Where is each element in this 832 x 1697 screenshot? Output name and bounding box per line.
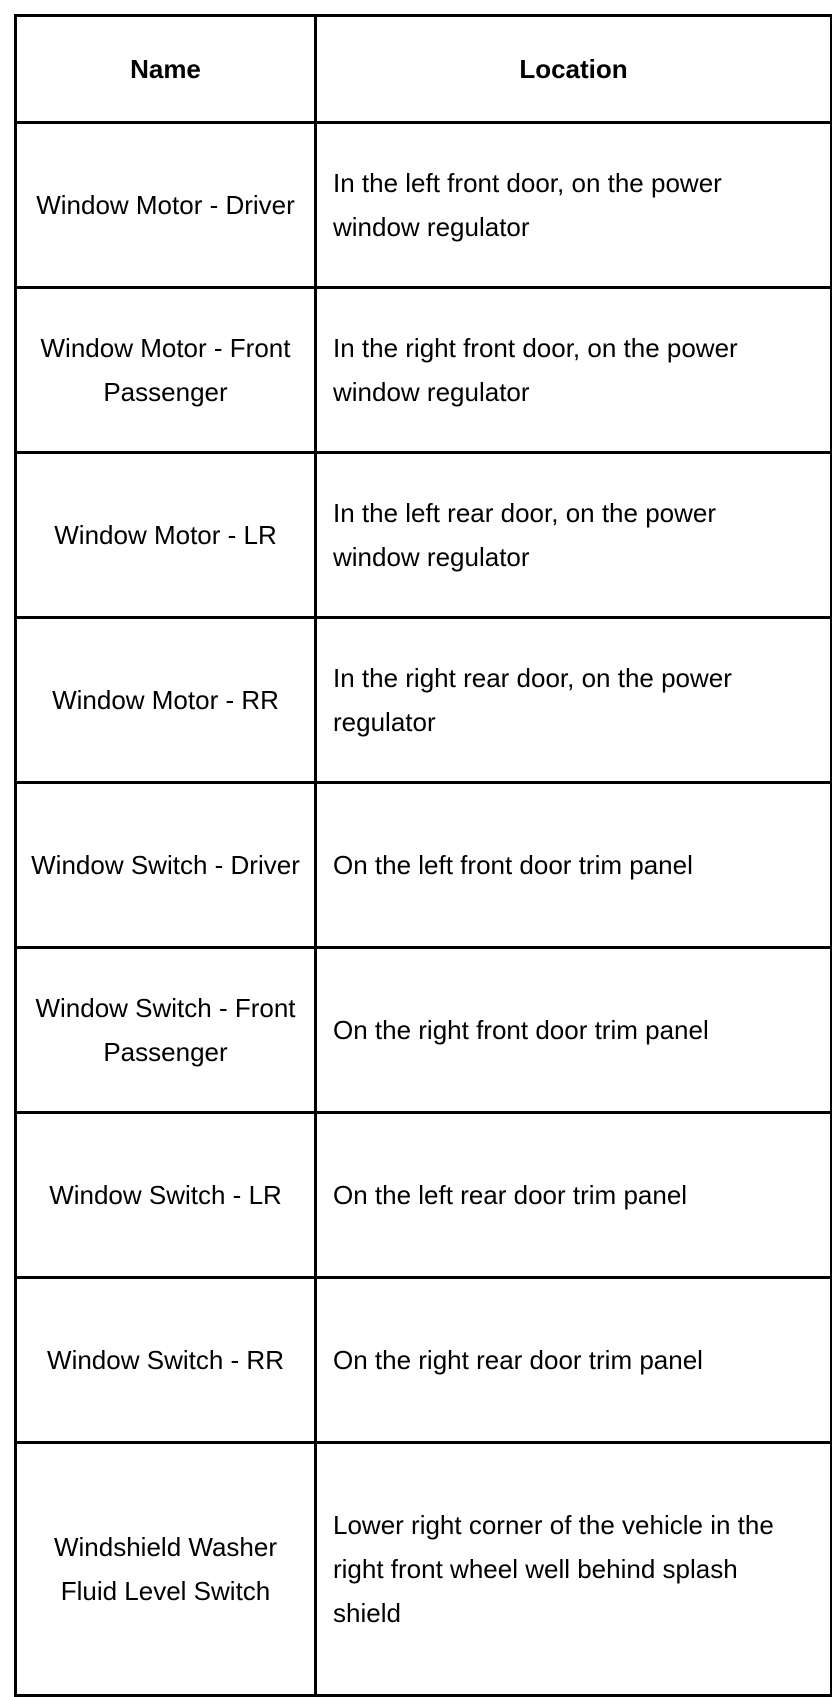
table-row bbox=[16, 1278, 832, 1443]
name-cell: Window Switch - LR bbox=[16, 1113, 316, 1278]
name-cell: Window Motor - Driver bbox=[16, 123, 316, 288]
location-cell: On the right rear door trim panel bbox=[316, 1278, 832, 1443]
location-cell: In the left front door, on the power window regulator bbox=[316, 123, 832, 288]
table-row bbox=[16, 453, 832, 618]
component-location-table-wrapper bbox=[14, 14, 832, 1697]
location-cell: On the right front door trim panel bbox=[316, 948, 832, 1113]
name-cell: Window Switch - RR bbox=[16, 1278, 316, 1443]
name-cell: Window Switch - Driver bbox=[16, 783, 316, 948]
table-row bbox=[16, 618, 832, 783]
location-cell: On the left front door trim panel bbox=[316, 783, 832, 948]
location-cell: On the left rear door trim panel bbox=[316, 1113, 832, 1278]
name-cell: Window Switch - Front Passenger bbox=[16, 948, 316, 1113]
table-row bbox=[16, 1113, 832, 1278]
table-row bbox=[16, 1443, 832, 1696]
table-row bbox=[16, 288, 832, 453]
table-row bbox=[16, 948, 832, 1113]
component-location-table bbox=[14, 14, 832, 1697]
header-name: Name bbox=[16, 16, 316, 123]
location-cell: In the right front door, on the power window regulator bbox=[316, 288, 832, 453]
location-cell: Lower right corner of the vehicle in the right front wheel well behind splash shield bbox=[316, 1443, 832, 1696]
location-cell: In the right rear door, on the power regulator bbox=[316, 618, 832, 783]
name-cell: Window Motor - LR bbox=[16, 453, 316, 618]
table-row bbox=[16, 783, 832, 948]
name-cell: Window Motor - RR bbox=[16, 618, 316, 783]
table-row bbox=[16, 123, 832, 288]
location-cell: In the left rear door, on the power window regulator bbox=[316, 453, 832, 618]
header-location: Location bbox=[316, 16, 832, 123]
table-header-row bbox=[16, 16, 832, 123]
name-cell: Windshield Washer Fluid Level Switch bbox=[16, 1443, 316, 1696]
name-cell: Window Motor - Front Passenger bbox=[16, 288, 316, 453]
